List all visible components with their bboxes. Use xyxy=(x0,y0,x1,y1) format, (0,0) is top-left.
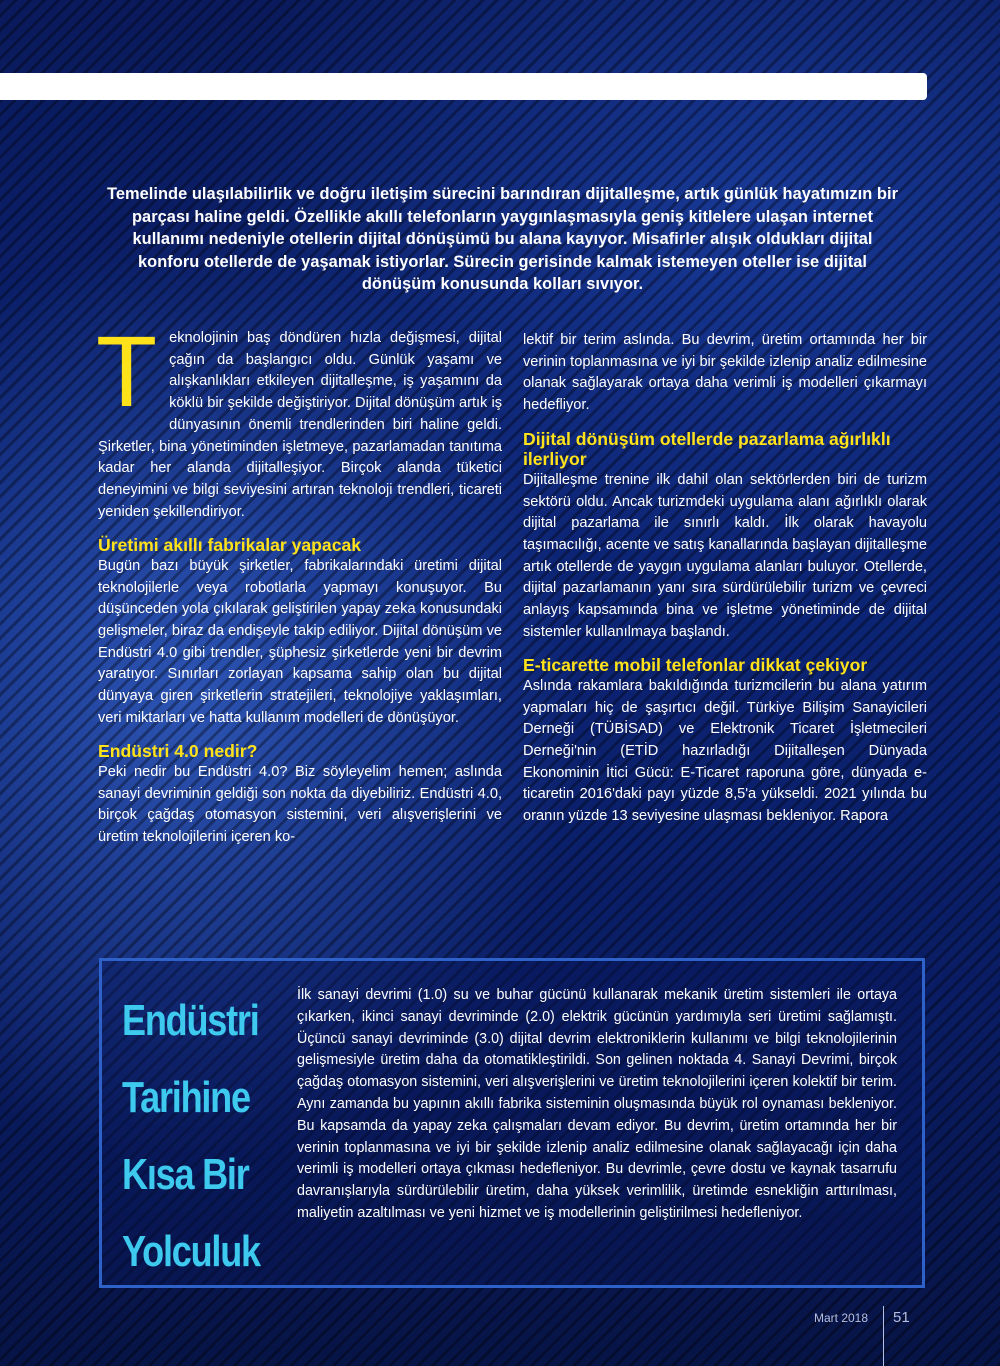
box-title-line: Endüstri xyxy=(122,996,259,1045)
footer-divider xyxy=(883,1306,884,1366)
right-column xyxy=(523,330,927,828)
left-paragraph-2: Bugün bazı büyük şirketler, fabrikalarındaki üretimi dijital teknolojilerle veya robotlarla yapmayı konuşuyor. Bu düşünceden yola çıkılarak geliştirilen yapay zeka konusundaki gelişmeler, biraz da endişeyle takip ediliyor. Dijital dönüşüm ve Endüstri 4.0 gibi trendler, şüphesiz şirketlerde yeni bir devrim yaratıyor. Sınırları zorlayan kapsama sahip olan bu dijital dünyaya giren şirketlerin stratejileri, teknolojiye yaklaşımları, veri miktarları ve hatta kullanım modelleri de dönüşüyor. xyxy=(98,557,502,726)
intro-paragraph: Temelinde ulaşılabilirlik ve doğru iletişim sürecini barındıran dijitalleşme, artık günlük hayatımızın bir parçası haline geldi. Özellikle akıllı telefonların yaygınlaşmasıyla geniş kitlelere ulaşan internet kullanımı nedeniyle otellerin dijital dönüşümü bu alana kayıyor. Misafirler alışık oldukları dijital konforu otellerde de yaşamak istiyorlar. Sürecin gerisinde kalmak istemeyen oteller ise dijital dönüşüm konusunda kolları sıvıyor. xyxy=(106,185,899,294)
footer-date: Mart 2018 xyxy=(814,1311,869,1325)
left-paragraph-3: Peki nedir bu Endüstri 4.0? Biz söyleyelim hemen; aslında sanayi devriminin geldiği son nokta da diyebiliriz. Endüstri 4.0, birçok çağdaş otomasyon sistemini, veri alışverişlerini ve üretim teknolojilerini içeren ko- xyxy=(98,763,502,846)
header-white-bar xyxy=(0,73,927,100)
box-title-line: Kısa Bir xyxy=(122,1150,249,1199)
right-paragraph-2: Dijitalleşme trenine ilk dahil olan sektörlerden biri de turizm sektörü oldu. Ancak turizmdeki uygulama alanı ağırlıklı olarak dijital pazarlama ile sınırlı kaldı. İlk olarak havayolu taşımacılığı, acente ve satış kanallarında başlayan dijitalleşme artık otellerde de yaygın uygulama alanları buluyor. Otellerde, dijital pazarlamanın yanı sıra sürdürülebilir turizm ve çevreci anlayış kapsamında bina ve işletme yönetiminde de dijital sistemler kullanılmaya başlandı. xyxy=(523,471,927,640)
left-paragraph-1: eknolojinin baş döndüren hızla değişmesi, dijital çağın da başlangıcı oldu. Günlük yaşamı ve alışkanlıkları etkileyen dijitalleşme, iş yaşamını da köklü bir şekilde değiştiriyor. Dijital dönüşüm artık iş dünyasının önemli trendlerinden biri haline geldi. Şirketler, bina yönetiminden işletmeye, pazarlamadan tanıtıma kadar her alanda dijitalleşiyor. Birçok alanda tüketici deneyimini ve bilgi seviyesini artıran teknoloji trendleri, ticareti yeniden şekillendiriyor. xyxy=(98,330,502,520)
right-paragraph-1: lektif bir terim aslında. Bu devrim, üretim ortamında her bir verinin toplanmasına ve iyi bir şekilde izlenip analiz edilmesine olanak sağlayarak ortaya daha verimli iş modelleri çıkarmayı hedefliyor. xyxy=(523,332,927,414)
heading-smart-factories: Üretimi akıllı fabrikalar yapacak xyxy=(98,535,362,556)
right-paragraph-3: Aslında rakamlara bakıldığında turizmcilerin bu alana yatırım yapmaları hiç de şaşırtıcı değil. Türkiye Bilişim Sanayicileri Derneği (TÜBİSAD) ve Elektronik Ticaret İşletmecileri Derneği'nin (ETİD hazırladığı Dijitalleşen Dünyada Ekonominin İtici Gücü: E-Ticaret raporuna göre, dünyada e-ticaretin 2016'daki payı yüzde 8,5'a yükseldi. 2021 yılında bu oranın yüzde 13 seviyesine ulaşması bekleniyor. Rapora xyxy=(523,677,927,825)
box-title xyxy=(122,982,260,1290)
page-number: 51 xyxy=(893,1309,910,1326)
heading-digital-hotels: Dijital dönüşüm otellerde pazarlama ağırlıklı ilerliyor xyxy=(523,428,891,470)
heading-ecommerce-mobile: E-ticarette mobil telefonlar dikkat çekiyor xyxy=(523,655,868,676)
box-title-line: Tarihine xyxy=(122,1073,250,1122)
heading-industry-4: Endüstri 4.0 nedir? xyxy=(98,741,258,762)
left-column xyxy=(96,316,502,849)
drop-cap: T xyxy=(96,316,158,428)
box-title-line: Yolculuk xyxy=(122,1227,260,1276)
box-body-text: İlk sanayi devrimi (1.0) su ve buhar gücünü kullanarak mekanik üretim sistemleri ile ortaya çıkarken, ikinci sanayi devriminde (2.0) elektrik gücünün yardımıyla seri üretimi sağlamıştı. Üçüncü sanayi devriminde (3.0) dijital devrim elektroniklerin kullanımı ve bilgi teknolojilerinin gelişmesiyle üretim daha da otomatikleştirildi. Son gelinen noktada 4. Sanayi Devrimi, birçok çağdaş otomasyon sistemini, veri alışverişlerini ve üretim teknolojilerini içeren kolektif bir terim. Aynı zamanda bu yapının akıllı fabrika sisteminin oluşmasında büyük rol oynaması bekleniyor. Bu kapsamda da yapay zeka çalışmaları devam ediyor. Bu devrim, üretim ortamında her bir verinin toplanmasına ve iyi bir şekilde izlenip analiz edilmesine olanak sağlayacağı için daha verimli iş modelleri ortaya çıkması hedefleniyor. Bu devrimle, çevre dostu ve kaynak tasarrufu davranışlarıyla sürdürülebilir üretim, daha yüksek verimlilik, üretimde esnekliğin arttırılması, maliyetin azaltılması ve yeni hizmet ve iş modellerinin geliştirilmesi hedefleniyor. xyxy=(297,987,897,1221)
